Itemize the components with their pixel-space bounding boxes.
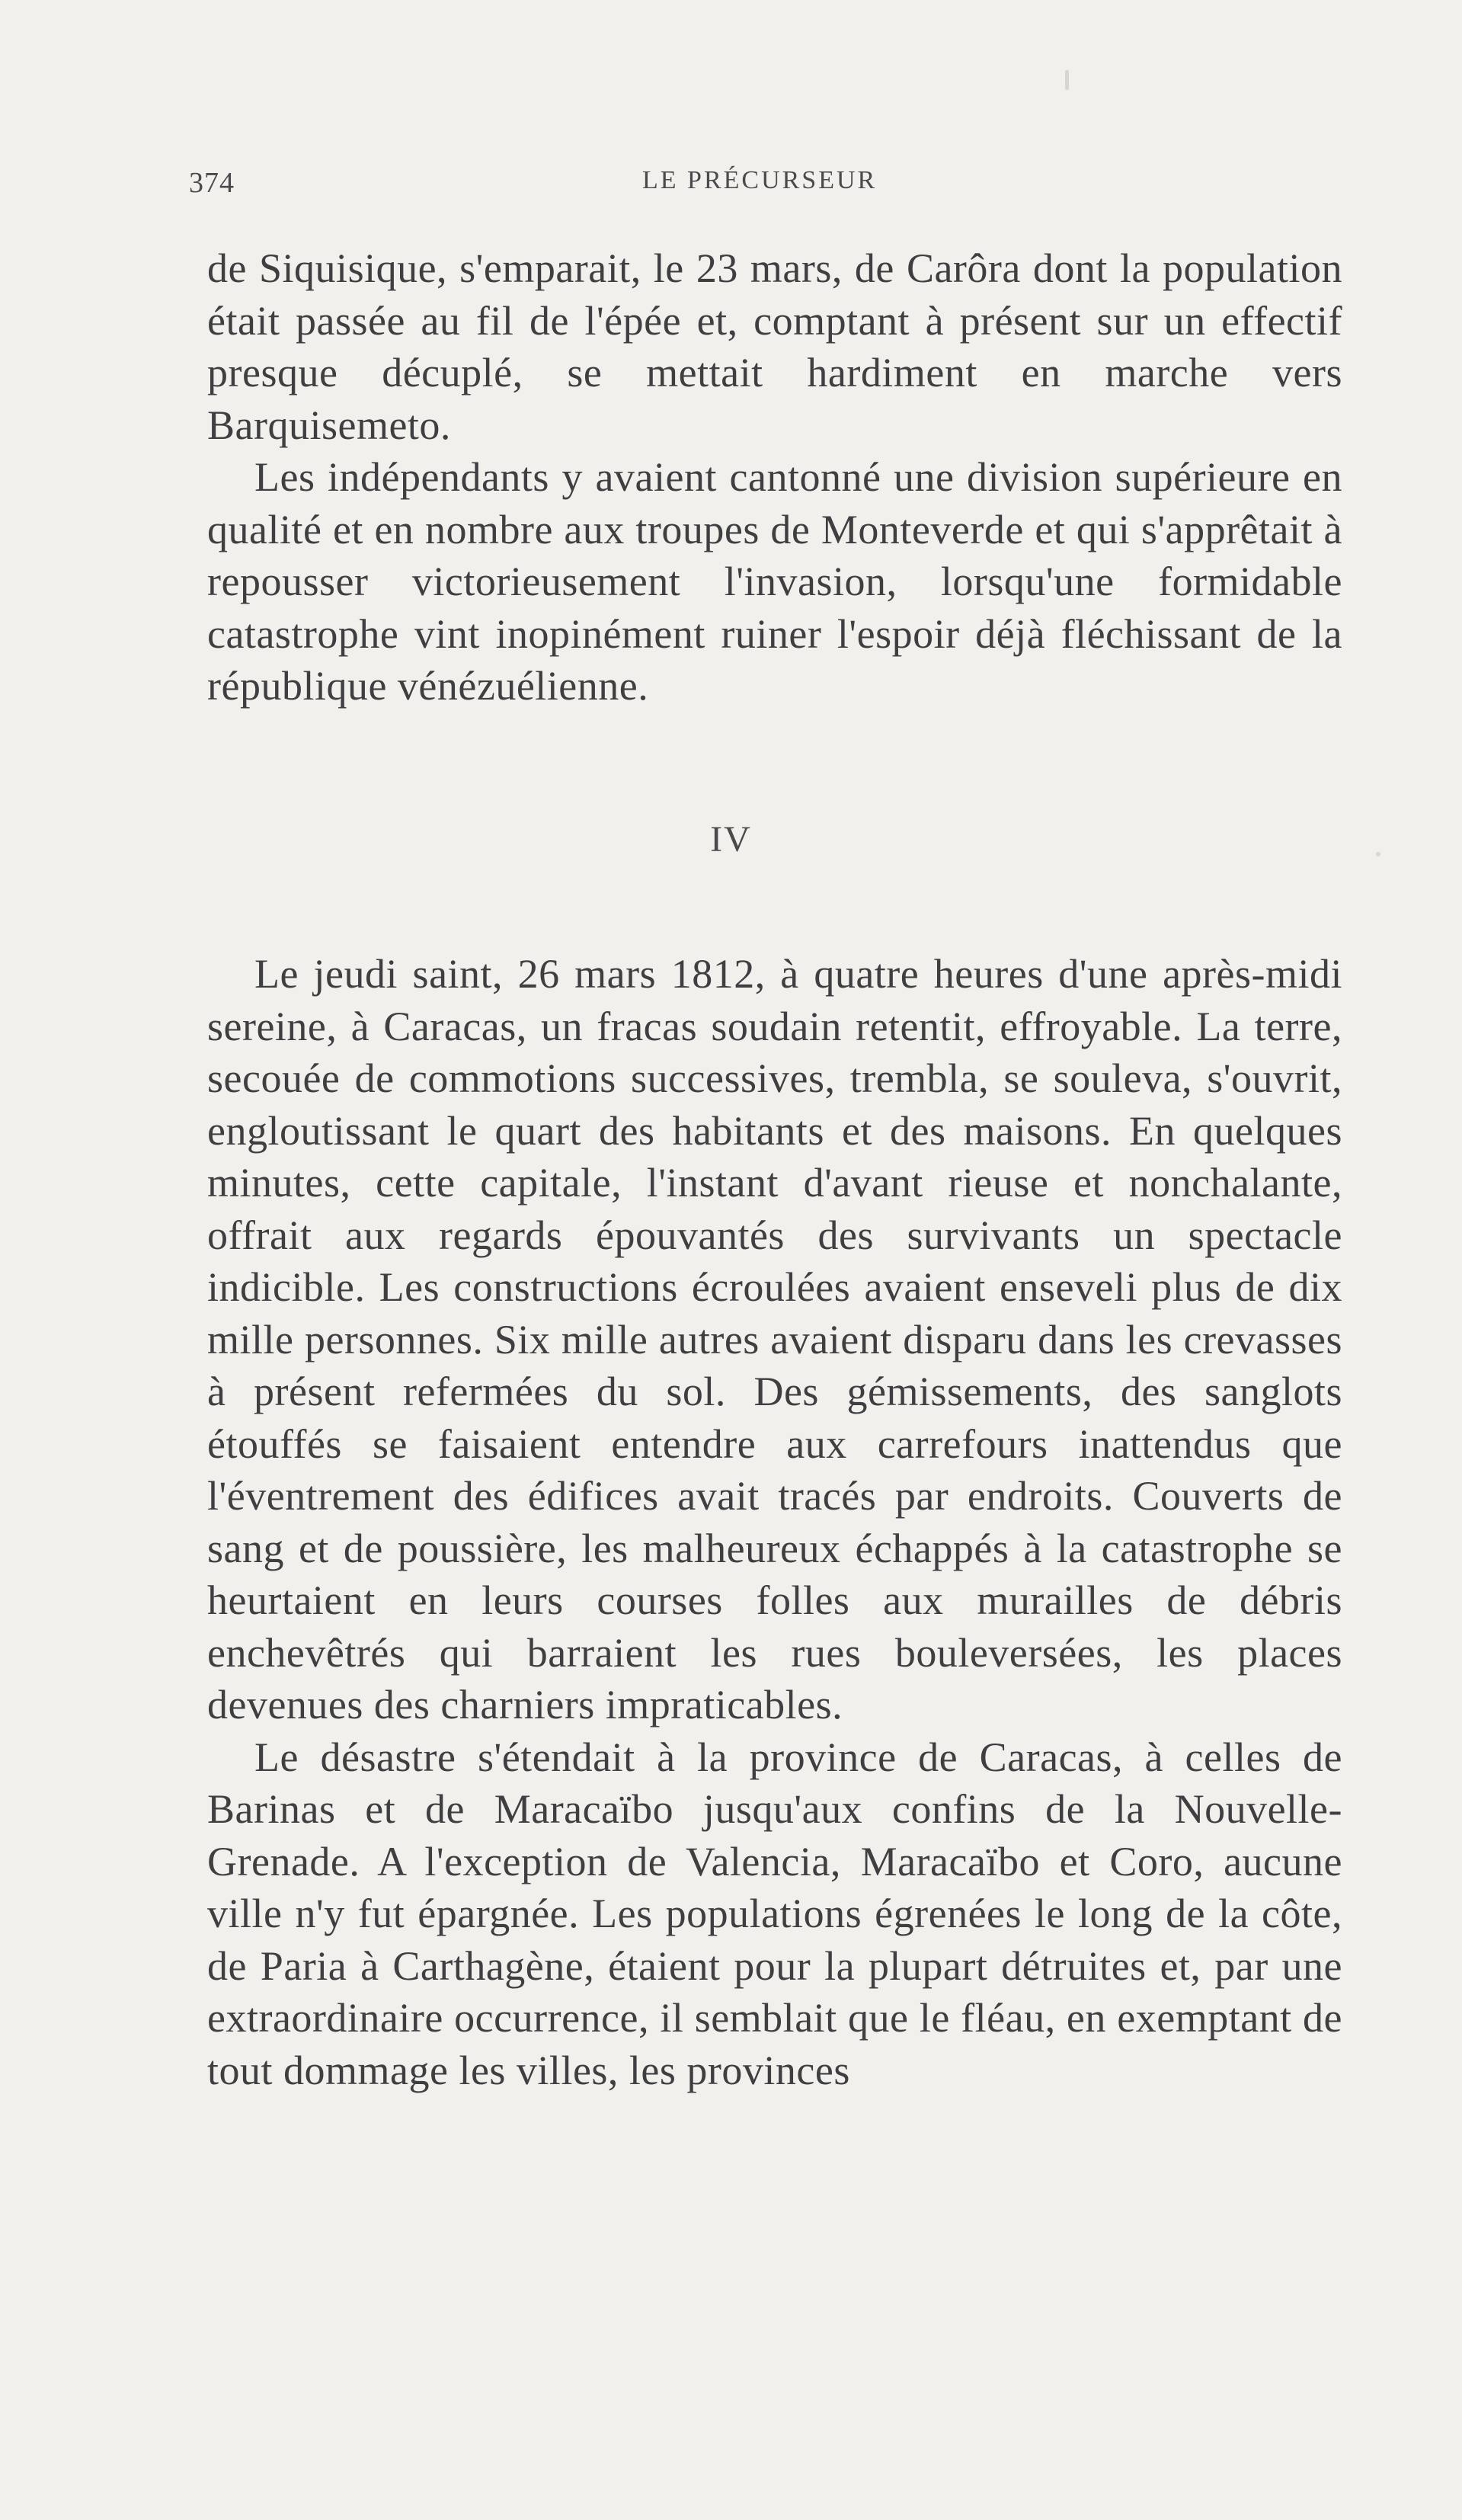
paragraph: Le désastre s'étendait à la province de Caracas, à celles de Barinas et de Maracaïbo jusqu'aux confins de la Nouvelle-Grenade. A l'exception de Valencia, Maracaïbo et Coro, aucune ville n'y fut épargnée. Les populations égrenées le long de la côte, de Paria à Carthagène, étaient pour la plupart détruites et, par une extraordinaire occurrence, il semblait que le fléau, en exemptant de tout dommage les villes, les provinces [207,1734,1342,2093]
paragraph: Les indépendants y avaient cantonné une division supérieure en qualité et en nombre aux troupes de Monteverde et qui s'apprêtait à repousser victorieusement l'invasion, lorsqu'une formidable catastrophe vint inopinément ruiner l'espoir déjà fléchissant de la république vénézuélienne. [207,454,1342,709]
section-heading: IV [710,819,752,860]
running-head [189,166,1347,212]
paper-speck [1065,70,1069,90]
text-block-before-section [207,242,1342,712]
page-number: 374 [189,167,235,199]
text-block-after-section [207,948,1342,2096]
paragraph-continuation: de Siquisique, s'emparait, le 23 mars, de Carôra dont la population était passée au fil de l'épée et, comptant à présent sur un effectif presque décuplé, se mettait hardiment en marche vers Barquisemeto. [207,245,1342,448]
running-title: LE PRÉCURSEUR [642,166,878,194]
paper-speck [1376,852,1380,857]
paragraph: Le jeudi saint, 26 mars 1812, à quatre heures d'une après-midi sereine, à Caracas, un fracas soudain retentit, effroyable. La terre, secouée de commotions successives, trembla, se souleva, s'ouvrit, engloutissant le quart des habitants et des maisons. En quelques minutes, cette capitale, l'instant d'avant rieuse et nonchalante, offrait aux regards épouvantés des survivants un spectacle indicible. Les constructions écroulées avaient enseveli plus de dix mille personnes. Six mille autres avaient disparu dans les crevasses à présent refermées du sol. Des gémissements, des sanglots étouffés se faisaient entendre aux carrefours inattendus que l'éventrement des édifices avait tracés par endroits. Couverts de sang et de poussière, les malheureux échappés à la catastrophe se heurtaient en leurs courses folles aux murailles de débris enchevêtrés qui barraient les rues bouleversées, les places devenues des charniers impraticables. [207,951,1342,1727]
